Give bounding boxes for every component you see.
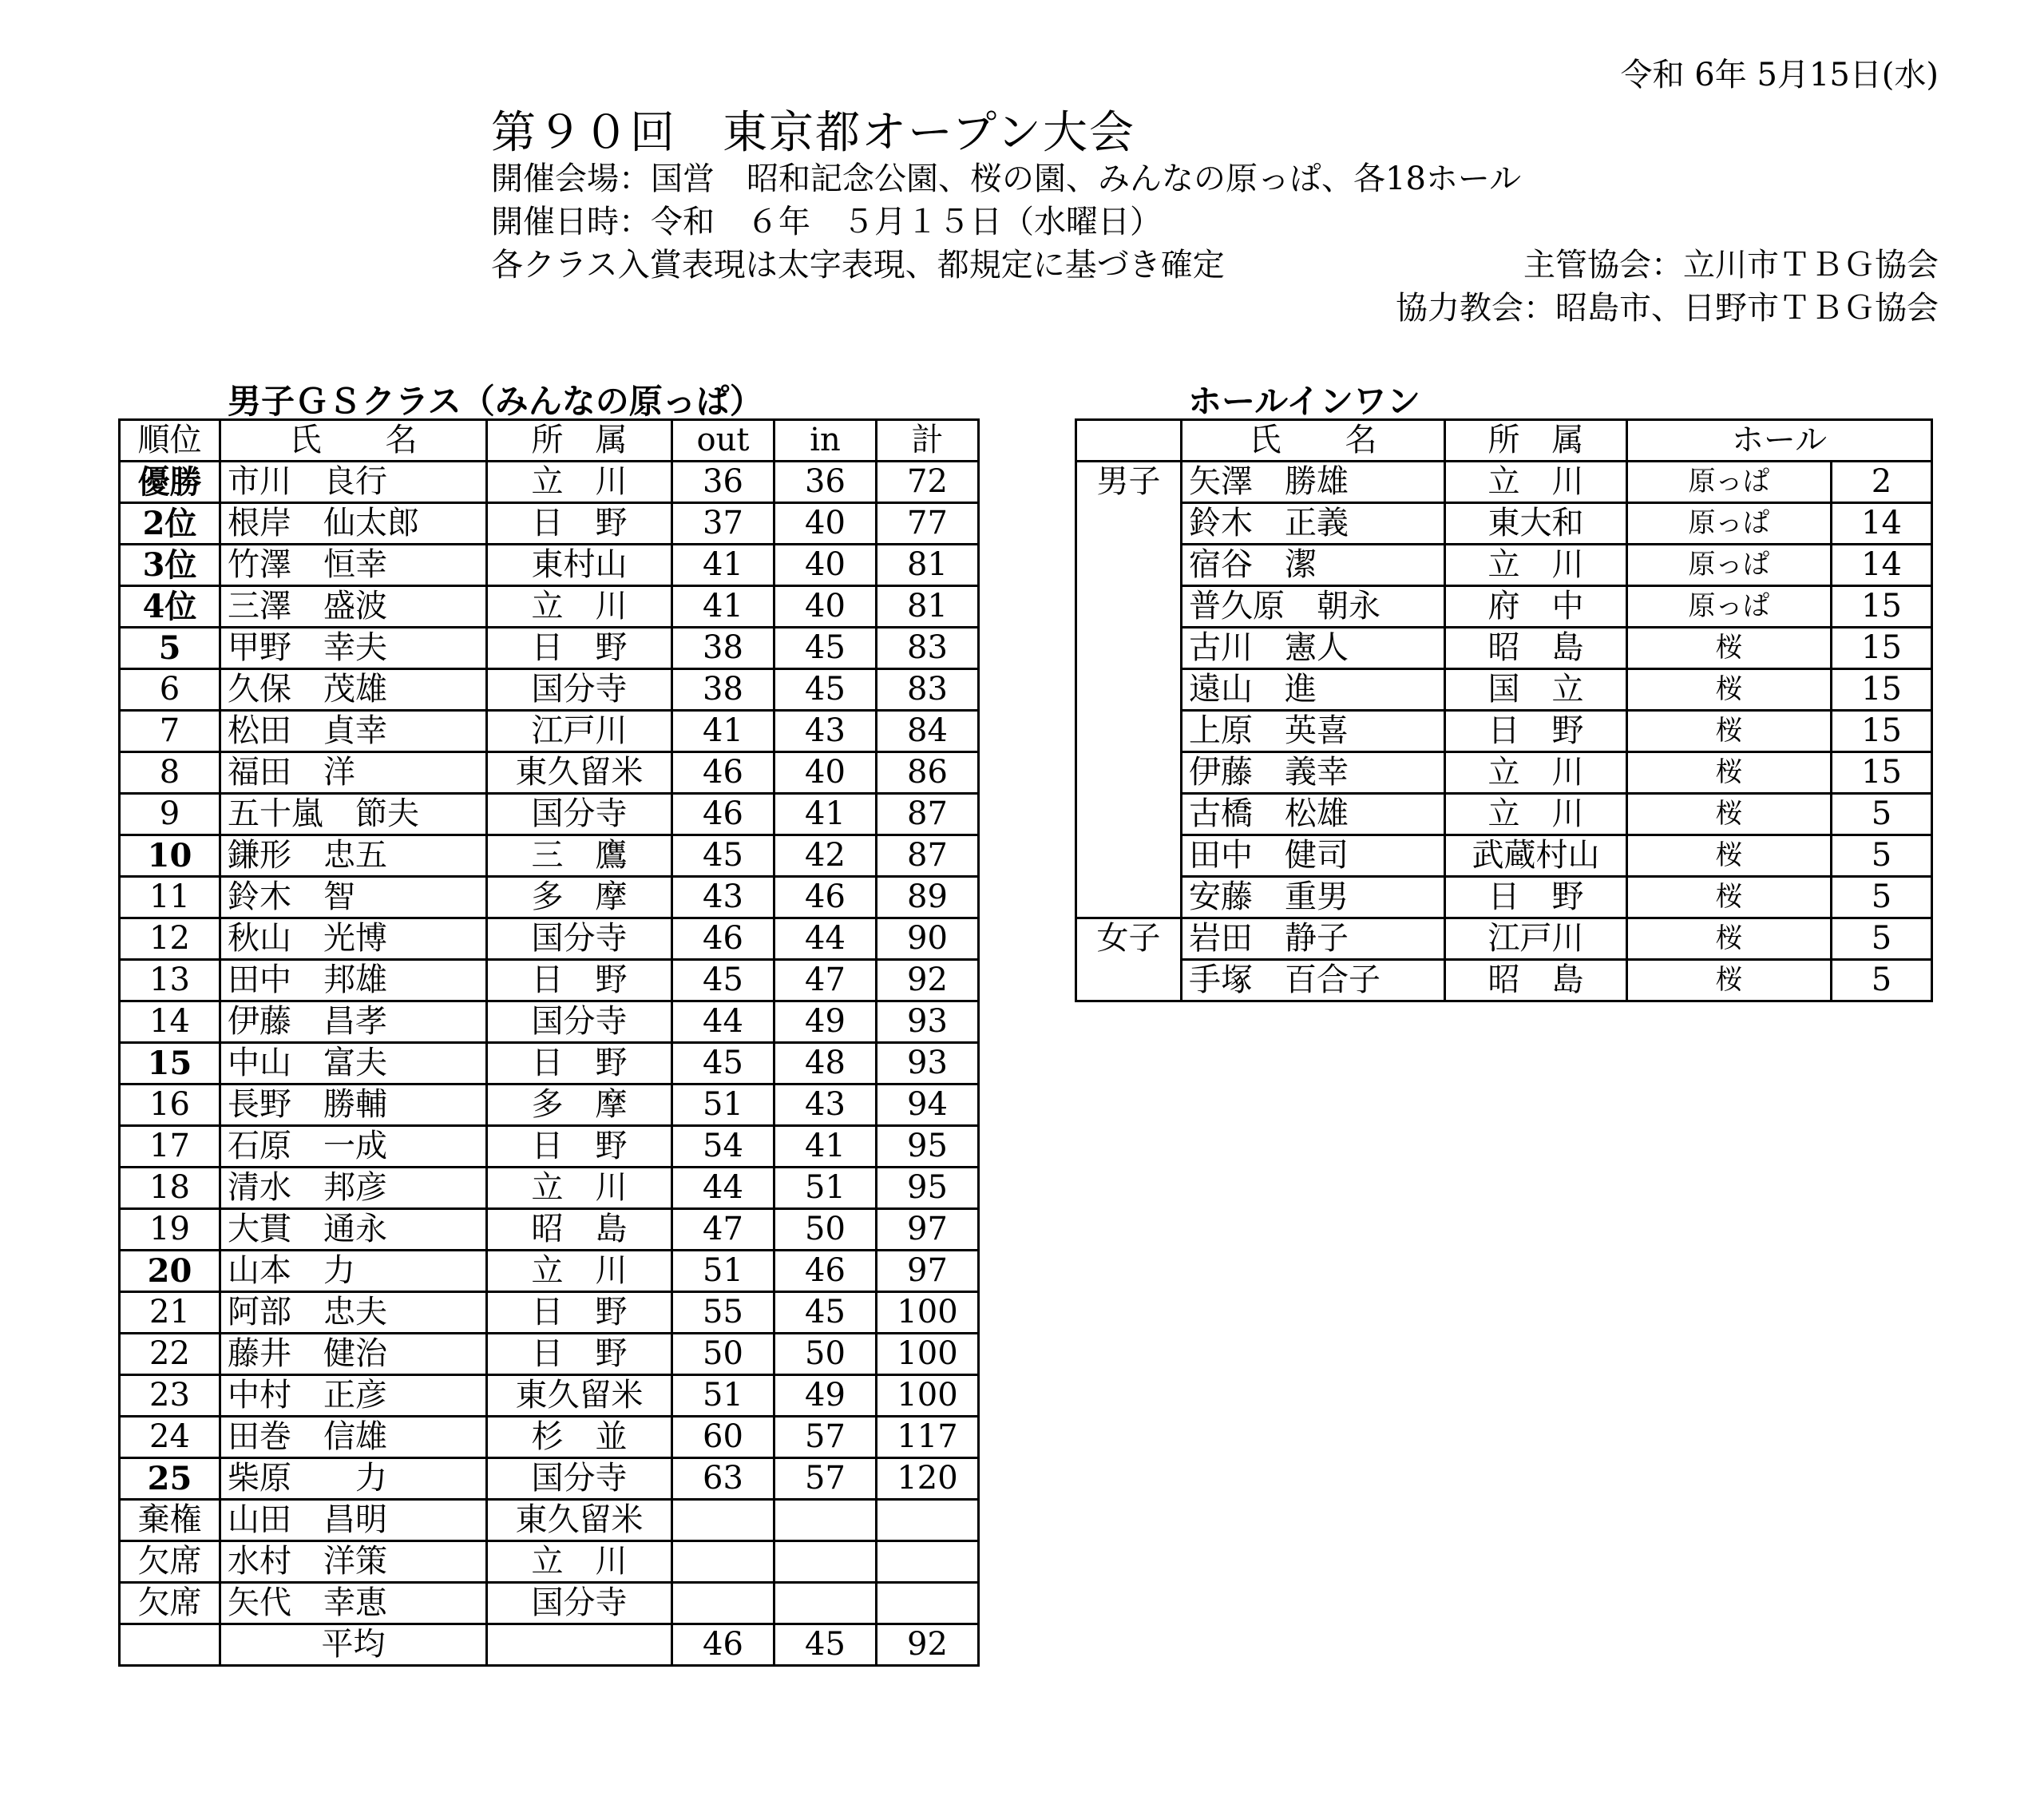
hole-in-one-row xyxy=(1076,503,1932,545)
table-row xyxy=(120,545,979,586)
in-score-cell: 46 xyxy=(774,877,877,918)
club-cell: 東村山 xyxy=(487,545,672,586)
club-cell: 東久留米 xyxy=(487,1375,672,1417)
table-header-row xyxy=(120,420,979,462)
rank-cell: 優勝 xyxy=(120,462,220,503)
rank-cell: 18 xyxy=(120,1168,220,1209)
club-cell: 昭 島 xyxy=(487,1209,672,1251)
table-row xyxy=(120,1209,979,1251)
name-cell: 久保 茂雄 xyxy=(220,669,487,711)
average-row xyxy=(120,1624,979,1666)
rank-cell: 欠席 xyxy=(120,1583,220,1624)
club-cell: 立 川 xyxy=(487,586,672,628)
club-cell: 立 川 xyxy=(1445,794,1627,835)
header-group xyxy=(1076,420,1182,462)
rank-cell: 17 xyxy=(120,1126,220,1168)
club-cell: 立 川 xyxy=(487,462,672,503)
out-score-cell: 41 xyxy=(672,586,774,628)
total-score-cell xyxy=(877,1583,979,1624)
rank-cell: 20 xyxy=(120,1251,220,1292)
name-cell: 竹澤 恒幸 xyxy=(220,545,487,586)
date-line: 令和 6年 5月15日(水) xyxy=(1620,57,1939,93)
in-score-cell: 50 xyxy=(774,1209,877,1251)
rank-cell: 棄権 xyxy=(120,1500,220,1541)
rank-cell: 13 xyxy=(120,960,220,1001)
table-row xyxy=(120,1375,979,1417)
club-cell: 日 野 xyxy=(487,628,672,669)
total-score-cell xyxy=(877,1541,979,1583)
hole-in-one-row xyxy=(1076,669,1932,711)
average-in-cell: 45 xyxy=(774,1624,877,1666)
rank-cell: 6 xyxy=(120,669,220,711)
table-row xyxy=(120,918,979,960)
table-row xyxy=(120,586,979,628)
header-name: 氏 名 xyxy=(1182,420,1445,462)
hole-in-one-header-row xyxy=(1076,420,1932,462)
course-cell: 桜 xyxy=(1627,918,1832,960)
total-score-cell: 97 xyxy=(877,1251,979,1292)
club-cell: 国分寺 xyxy=(487,794,672,835)
hole-number-cell: 15 xyxy=(1832,711,1932,752)
total-score-cell: 120 xyxy=(877,1458,979,1500)
table-row xyxy=(120,794,979,835)
organizer-line: 主管協会：立川市ＴＢＧ協会 xyxy=(1523,247,1939,284)
name-cell: 古川 憲人 xyxy=(1182,628,1445,669)
club-cell: 昭 島 xyxy=(1445,628,1627,669)
group-label-cell: 男子 xyxy=(1076,462,1182,918)
name-cell: 安藤 重男 xyxy=(1182,877,1445,918)
club-cell: 国分寺 xyxy=(487,1458,672,1500)
table-row xyxy=(120,628,979,669)
club-cell: 立 川 xyxy=(1445,462,1627,503)
in-score-cell: 45 xyxy=(774,628,877,669)
hole-number-cell: 5 xyxy=(1832,877,1932,918)
rank-cell: 8 xyxy=(120,752,220,794)
name-cell: 矢澤 勝雄 xyxy=(1182,462,1445,503)
in-score-cell: 57 xyxy=(774,1458,877,1500)
club-cell: 国分寺 xyxy=(487,918,672,960)
in-score-cell: 41 xyxy=(774,1126,877,1168)
total-score-cell: 97 xyxy=(877,1209,979,1251)
rank-cell: 21 xyxy=(120,1292,220,1334)
in-score-cell: 47 xyxy=(774,960,877,1001)
hole-number-cell: 5 xyxy=(1832,960,1932,1001)
hole-in-one-row xyxy=(1076,628,1932,669)
rank-cell: 9 xyxy=(120,794,220,835)
name-cell: 藤井 健治 xyxy=(220,1334,487,1375)
hole-number-cell: 2 xyxy=(1832,462,1932,503)
name-cell: 甲野 幸夫 xyxy=(220,628,487,669)
course-cell: 原っぱ xyxy=(1627,586,1832,628)
average-total-cell: 92 xyxy=(877,1624,979,1666)
course-cell: 桜 xyxy=(1627,752,1832,794)
hole-in-one-row xyxy=(1076,918,1932,960)
table-row xyxy=(120,1292,979,1334)
in-score-cell: 48 xyxy=(774,1043,877,1084)
total-score-cell: 92 xyxy=(877,960,979,1001)
name-cell: 遠山 進 xyxy=(1182,669,1445,711)
hole-number-cell: 15 xyxy=(1832,586,1932,628)
club-cell: 立 川 xyxy=(487,1168,672,1209)
rank-cell: 5 xyxy=(120,628,220,669)
name-cell: 水村 洋策 xyxy=(220,1541,487,1583)
total-score-cell: 95 xyxy=(877,1126,979,1168)
club-cell: 武蔵村山 xyxy=(1445,835,1627,877)
hole-number-cell: 14 xyxy=(1832,503,1932,545)
total-score-cell: 100 xyxy=(877,1334,979,1375)
club-cell: 江戸川 xyxy=(487,711,672,752)
table-row xyxy=(120,1043,979,1084)
rank-cell: 欠席 xyxy=(120,1541,220,1583)
name-cell: 伊藤 昌孝 xyxy=(220,1001,487,1043)
rank-cell: 11 xyxy=(120,877,220,918)
club-cell: 立 川 xyxy=(1445,545,1627,586)
average-out-cell: 46 xyxy=(672,1624,774,1666)
rank-cell: 7 xyxy=(120,711,220,752)
club-cell: 国分寺 xyxy=(487,1583,672,1624)
out-score-cell xyxy=(672,1541,774,1583)
name-cell: 大貫 通永 xyxy=(220,1209,487,1251)
in-score-cell: 49 xyxy=(774,1001,877,1043)
page-title: 第９０回 東京都オープン大会 xyxy=(491,107,1135,159)
name-cell: 中山 富夫 xyxy=(220,1043,487,1084)
course-cell: 桜 xyxy=(1627,669,1832,711)
name-cell: 市川 良行 xyxy=(220,462,487,503)
club-cell: 日 野 xyxy=(487,503,672,545)
hole-number-cell: 5 xyxy=(1832,835,1932,877)
hole-in-one-row xyxy=(1076,711,1932,752)
table-row xyxy=(120,877,979,918)
hole-number-cell: 15 xyxy=(1832,669,1932,711)
cooperation-line: 協力教会：昭島市、日野市ＴＢＧ協会 xyxy=(1396,290,1939,327)
club-cell: 国分寺 xyxy=(487,669,672,711)
name-cell: 鎌形 忠五 xyxy=(220,835,487,877)
club-cell: 日 野 xyxy=(487,1126,672,1168)
total-score-cell: 87 xyxy=(877,794,979,835)
hole-in-one-row xyxy=(1076,462,1932,503)
header-hole: ホール xyxy=(1627,420,1932,462)
table-row xyxy=(120,669,979,711)
out-score-cell: 41 xyxy=(672,545,774,586)
out-score-cell: 47 xyxy=(672,1209,774,1251)
header-rank: 順位 xyxy=(120,420,220,462)
name-cell: 松田 貞幸 xyxy=(220,711,487,752)
course-cell: 桜 xyxy=(1627,877,1832,918)
total-score-cell: 83 xyxy=(877,628,979,669)
rank-cell: 22 xyxy=(120,1334,220,1375)
hole-number-cell: 14 xyxy=(1832,545,1932,586)
course-cell: 桜 xyxy=(1627,794,1832,835)
club-cell: 立 川 xyxy=(1445,752,1627,794)
rank-cell: 15 xyxy=(120,1043,220,1084)
table-row xyxy=(120,1541,979,1583)
in-score-cell: 43 xyxy=(774,711,877,752)
hole-number-cell: 5 xyxy=(1832,918,1932,960)
in-score-cell: 51 xyxy=(774,1168,877,1209)
hole-in-one-row xyxy=(1076,794,1932,835)
name-cell: 田中 邦雄 xyxy=(220,960,487,1001)
total-score-cell xyxy=(877,1500,979,1541)
club-cell: 国 立 xyxy=(1445,669,1627,711)
name-cell: 福田 洋 xyxy=(220,752,487,794)
out-score-cell: 51 xyxy=(672,1251,774,1292)
in-score-cell: 46 xyxy=(774,1251,877,1292)
average-label: 平均 xyxy=(220,1624,487,1666)
name-cell: 矢代 幸恵 xyxy=(220,1583,487,1624)
course-cell: 原っぱ xyxy=(1627,503,1832,545)
out-score-cell: 46 xyxy=(672,794,774,835)
name-cell: 田巻 信雄 xyxy=(220,1417,487,1458)
total-score-cell: 81 xyxy=(877,586,979,628)
hole-in-one-table xyxy=(1075,418,1933,1002)
total-score-cell: 100 xyxy=(877,1375,979,1417)
header-out: out xyxy=(672,420,774,462)
club-cell: 三 鷹 xyxy=(487,835,672,877)
rank-cell: 2位 xyxy=(120,503,220,545)
table-row xyxy=(120,1251,979,1292)
club-cell: 立 川 xyxy=(487,1541,672,1583)
club-cell: 江戸川 xyxy=(1445,918,1627,960)
out-score-cell: 45 xyxy=(672,835,774,877)
out-score-cell: 55 xyxy=(672,1292,774,1334)
total-score-cell: 86 xyxy=(877,752,979,794)
name-cell: 普久原 朝永 xyxy=(1182,586,1445,628)
group-label-cell: 女子 xyxy=(1076,918,1182,1001)
datetime-line: 開催日時：令和 ６年 ５月１５日（水曜日） xyxy=(491,204,1162,240)
in-score-cell: 40 xyxy=(774,503,877,545)
club-cell: 昭 島 xyxy=(1445,960,1627,1001)
club-cell: 日 野 xyxy=(1445,711,1627,752)
table-row xyxy=(120,1500,979,1541)
hole-in-one-caption: ホールインワン xyxy=(1188,382,1421,421)
rank-cell: 3位 xyxy=(120,545,220,586)
table-row xyxy=(120,1126,979,1168)
total-score-cell: 94 xyxy=(877,1084,979,1126)
total-score-cell: 93 xyxy=(877,1001,979,1043)
course-cell: 桜 xyxy=(1627,711,1832,752)
hole-in-one-row xyxy=(1076,586,1932,628)
hole-in-one-row xyxy=(1076,960,1932,1001)
out-score-cell: 43 xyxy=(672,877,774,918)
rank-cell: 24 xyxy=(120,1417,220,1458)
course-cell: 原っぱ xyxy=(1627,462,1832,503)
rank-cell: 14 xyxy=(120,1001,220,1043)
header-name: 氏 名 xyxy=(220,420,487,462)
club-cell: 多 摩 xyxy=(487,1084,672,1126)
club-cell: 杉 並 xyxy=(487,1417,672,1458)
club-cell: 日 野 xyxy=(1445,877,1627,918)
in-score-cell: 45 xyxy=(774,669,877,711)
name-cell: 阿部 忠夫 xyxy=(220,1292,487,1334)
rank-cell: 4位 xyxy=(120,586,220,628)
total-score-cell: 100 xyxy=(877,1292,979,1334)
name-cell: 鈴木 智 xyxy=(220,877,487,918)
name-cell: 三澤 盛波 xyxy=(220,586,487,628)
in-score-cell xyxy=(774,1583,877,1624)
out-score-cell: 41 xyxy=(672,711,774,752)
course-cell: 桜 xyxy=(1627,960,1832,1001)
out-score-cell: 37 xyxy=(672,503,774,545)
in-score-cell: 40 xyxy=(774,752,877,794)
header-in: in xyxy=(774,420,877,462)
name-cell: 柴原 力 xyxy=(220,1458,487,1500)
total-score-cell: 87 xyxy=(877,835,979,877)
in-score-cell: 57 xyxy=(774,1417,877,1458)
total-score-cell: 95 xyxy=(877,1168,979,1209)
name-cell: 石原 一成 xyxy=(220,1126,487,1168)
course-cell: 桜 xyxy=(1627,835,1832,877)
out-score-cell xyxy=(672,1583,774,1624)
rank-cell: 19 xyxy=(120,1209,220,1251)
name-cell: 田中 健司 xyxy=(1182,835,1445,877)
name-cell: 清水 邦彦 xyxy=(220,1168,487,1209)
table-row xyxy=(120,1084,979,1126)
total-score-cell: 117 xyxy=(877,1417,979,1458)
men-gs-results-table xyxy=(118,418,980,1667)
total-score-cell: 77 xyxy=(877,503,979,545)
table-row xyxy=(120,1334,979,1375)
in-score-cell: 49 xyxy=(774,1375,877,1417)
out-score-cell: 46 xyxy=(672,752,774,794)
name-cell: 秋山 光博 xyxy=(220,918,487,960)
in-score-cell: 42 xyxy=(774,835,877,877)
table-row xyxy=(120,462,979,503)
total-score-cell: 90 xyxy=(877,918,979,960)
name-cell: 上原 英喜 xyxy=(1182,711,1445,752)
rank-cell: 12 xyxy=(120,918,220,960)
out-score-cell xyxy=(672,1500,774,1541)
rank-cell: 10 xyxy=(120,835,220,877)
in-score-cell: 41 xyxy=(774,794,877,835)
out-score-cell: 63 xyxy=(672,1458,774,1500)
in-score-cell: 50 xyxy=(774,1334,877,1375)
out-score-cell: 44 xyxy=(672,1168,774,1209)
header-club: 所 属 xyxy=(487,420,672,462)
club-cell: 東久留米 xyxy=(487,752,672,794)
total-score-cell: 83 xyxy=(877,669,979,711)
club-cell: 日 野 xyxy=(487,960,672,1001)
in-score-cell: 36 xyxy=(774,462,877,503)
name-cell: 五十嵐 節夫 xyxy=(220,794,487,835)
in-score-cell: 45 xyxy=(774,1292,877,1334)
out-score-cell: 60 xyxy=(672,1417,774,1458)
name-cell: 山本 力 xyxy=(220,1251,487,1292)
name-cell: 手塚 百合子 xyxy=(1182,960,1445,1001)
in-score-cell: 44 xyxy=(774,918,877,960)
out-score-cell: 44 xyxy=(672,1001,774,1043)
rank-cell: 23 xyxy=(120,1375,220,1417)
club-cell: 東大和 xyxy=(1445,503,1627,545)
rank-cell: 25 xyxy=(120,1458,220,1500)
men-gs-caption: 男子ＧＳクラス（みんなの原っぱ） xyxy=(228,382,763,421)
name-cell: 岩田 静子 xyxy=(1182,918,1445,960)
club-cell: 多 摩 xyxy=(487,877,672,918)
total-score-cell: 89 xyxy=(877,877,979,918)
name-cell: 山田 昌明 xyxy=(220,1500,487,1541)
average-club-blank-cell xyxy=(487,1624,672,1666)
name-cell: 鈴木 正義 xyxy=(1182,503,1445,545)
average-blank-cell xyxy=(120,1624,220,1666)
hole-in-one-row xyxy=(1076,752,1932,794)
venue-line: 開催会場：国営 昭和記念公園、桜の園、みんなの原っぱ、各18ホール xyxy=(491,161,1522,197)
in-score-cell: 40 xyxy=(774,545,877,586)
out-score-cell: 46 xyxy=(672,918,774,960)
out-score-cell: 38 xyxy=(672,628,774,669)
in-score-cell xyxy=(774,1541,877,1583)
hole-number-cell: 15 xyxy=(1832,628,1932,669)
club-cell: 立 川 xyxy=(487,1251,672,1292)
hole-in-one-row xyxy=(1076,877,1932,918)
hole-in-one-row xyxy=(1076,545,1932,586)
in-score-cell: 43 xyxy=(774,1084,877,1126)
total-score-cell: 72 xyxy=(877,462,979,503)
total-score-cell: 84 xyxy=(877,711,979,752)
table-row xyxy=(120,1168,979,1209)
table-row xyxy=(120,1001,979,1043)
name-cell: 宿谷 潔 xyxy=(1182,545,1445,586)
club-cell: 日 野 xyxy=(487,1292,672,1334)
club-cell: 日 野 xyxy=(487,1043,672,1084)
total-score-cell: 93 xyxy=(877,1043,979,1084)
out-score-cell: 45 xyxy=(672,1043,774,1084)
table-row xyxy=(120,1417,979,1458)
name-cell: 古橋 松雄 xyxy=(1182,794,1445,835)
club-cell: 府 中 xyxy=(1445,586,1627,628)
header-total: 計 xyxy=(877,420,979,462)
table-row xyxy=(120,503,979,545)
out-score-cell: 45 xyxy=(672,960,774,1001)
out-score-cell: 51 xyxy=(672,1375,774,1417)
table-row xyxy=(120,835,979,877)
name-cell: 根岸 仙太郎 xyxy=(220,503,487,545)
header-club: 所 属 xyxy=(1445,420,1627,462)
rank-cell: 16 xyxy=(120,1084,220,1126)
in-score-cell xyxy=(774,1500,877,1541)
table-row xyxy=(120,752,979,794)
out-score-cell: 51 xyxy=(672,1084,774,1126)
total-score-cell: 81 xyxy=(877,545,979,586)
out-score-cell: 54 xyxy=(672,1126,774,1168)
table-row xyxy=(120,1458,979,1500)
club-cell: 東久留米 xyxy=(487,1500,672,1541)
note-line: 各クラス入賞表現は太字表現、都規定に基づき確定 xyxy=(491,247,1225,284)
name-cell: 中村 正彦 xyxy=(220,1375,487,1417)
table-row xyxy=(120,1583,979,1624)
course-cell: 桜 xyxy=(1627,628,1832,669)
hole-number-cell: 15 xyxy=(1832,752,1932,794)
in-score-cell: 40 xyxy=(774,586,877,628)
club-cell: 日 野 xyxy=(487,1334,672,1375)
table-row xyxy=(120,711,979,752)
out-score-cell: 38 xyxy=(672,669,774,711)
out-score-cell: 50 xyxy=(672,1334,774,1375)
hole-number-cell: 5 xyxy=(1832,794,1932,835)
name-cell: 伊藤 義幸 xyxy=(1182,752,1445,794)
table-row xyxy=(120,960,979,1001)
out-score-cell: 36 xyxy=(672,462,774,503)
name-cell: 長野 勝輔 xyxy=(220,1084,487,1126)
hole-in-one-row xyxy=(1076,835,1932,877)
course-cell: 原っぱ xyxy=(1627,545,1832,586)
club-cell: 国分寺 xyxy=(487,1001,672,1043)
